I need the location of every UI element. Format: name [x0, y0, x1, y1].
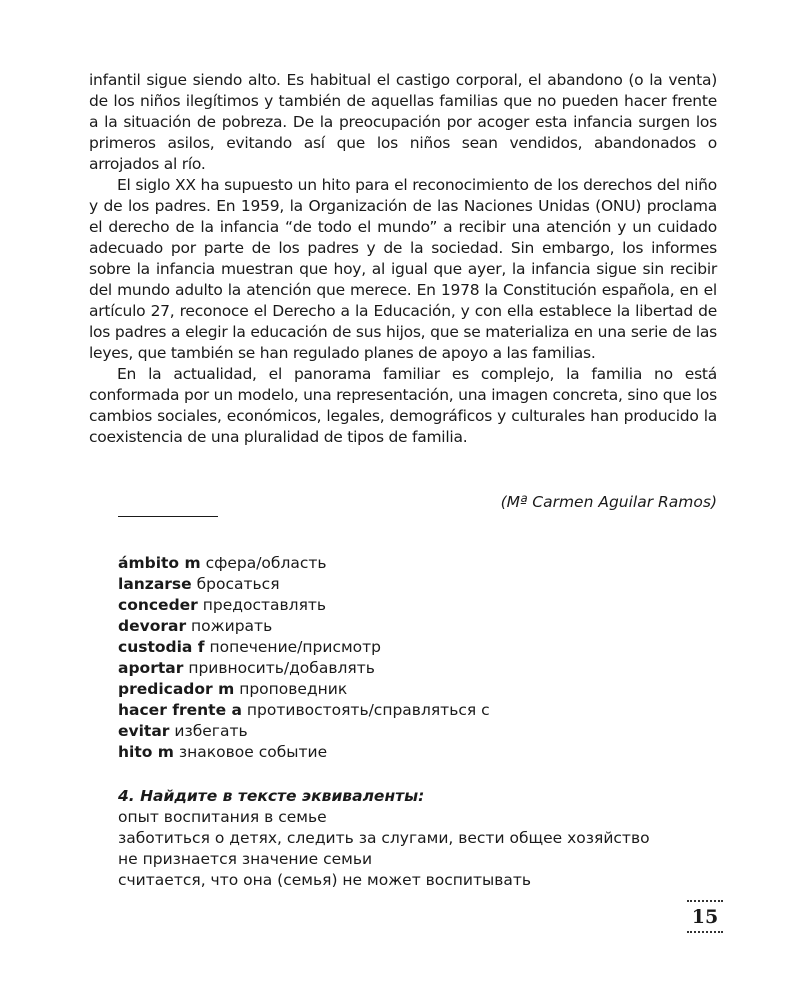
vocabulary-term: devorar	[118, 617, 187, 635]
vocabulary-translation: предоставлять	[202, 596, 327, 614]
vocabulary-translation: пожирать	[191, 617, 273, 635]
vocabulary-term: aportar	[118, 659, 184, 677]
vocabulary-translation: проповедник	[239, 680, 348, 698]
vocabulary-item	[118, 574, 718, 595]
vocabulary-term: hacer frente a	[118, 701, 242, 719]
article-text	[89, 70, 717, 448]
exercise-title: 4. Найдите в тексте эквиваленты:	[118, 787, 425, 805]
vocabulary-item	[118, 679, 718, 700]
vocabulary-translation: противостоять/справляться с	[246, 701, 490, 719]
exercise-item: опыт воспитания в семье	[118, 808, 327, 826]
vocabulary-item	[118, 658, 718, 679]
vocabulary-translation: избегать	[174, 722, 248, 740]
exercise-item: не признается значение семьи	[118, 850, 373, 868]
author-attribution: (Mª Carmen Aguilar Ramos)	[500, 493, 717, 511]
vocabulary-item	[118, 595, 718, 616]
article-paragraph: El siglo XX ha supuesto un hito para el reconocimiento de los derechos del niño y de los padres. En 1959, la Organización de las Naciones Unidas (ONU) proclama el derecho de la infancia “de todo el mundo” a recibir una atención y un cuidado adecuado por parte de los padres y de la sociedad. Sin embargo, los informes sobre la infancia muestran que hoy, al igual que ayer, la infancia sigue sin recibir del mundo adulto la atención que merece. En 1978 la Constitución española, en el artículo 27, reconoce el Derecho a la Educación, y con ella establece la libertad de los padres a elegir la educación de sus hijos, que se materializa en una serie de las leyes, que también se han regulado planes de apoyo a las familias.	[89, 176, 717, 362]
vocabulary-translation: сфера/область	[205, 554, 327, 572]
vocabulary-item	[118, 742, 718, 763]
vocabulary-item	[118, 553, 718, 574]
vocabulary-term: predicador m	[118, 680, 235, 698]
vocabulary-list	[118, 553, 718, 763]
article-paragraph: En la actualidad, el panorama familiar es complejo, la familia no está conformada por un modelo, una representación, una imagen concreta, sino que los cambios sociales, económicos, legales, demográficos y culturales han producido la coexistencia de una pluralidad de tipos de familia.	[89, 365, 717, 446]
vocabulary-translation: знаковое событие	[178, 743, 328, 761]
vocabulary-term: lanzarse	[118, 575, 192, 593]
vocabulary-item	[118, 721, 718, 742]
vocabulary-item	[118, 700, 718, 721]
vocabulary-item	[118, 616, 718, 637]
vocabulary-item	[118, 637, 718, 658]
separator-rule	[118, 516, 218, 517]
vocabulary-term: ámbito m	[118, 554, 201, 572]
vocabulary-term: conceder	[118, 596, 198, 614]
exercise-item: считается, что она (семья) не может воспитывать	[118, 871, 532, 889]
vocabulary-term: hito m	[118, 743, 174, 761]
exercise-section	[118, 786, 738, 891]
vocabulary-term: evitar	[118, 722, 170, 740]
vocabulary-translation: бросаться	[196, 575, 280, 593]
exercise-item: заботиться о детях, следить за слугами, вести общее хозяйство	[118, 829, 650, 847]
page-number: 15	[687, 900, 723, 933]
vocabulary-term: custodia f	[118, 638, 205, 656]
vocabulary-translation: привносить/добавлять	[188, 659, 375, 677]
article-paragraph: infantil sigue siendo alto. Es habitual el castigo corporal, el abandono (o la venta) de los niños ilegítimos y también de aquellas familias que no pueden hacer frente a la situación de pobreza. De la preocupación por acoger esta infancia surgen los primeros asilos, evitando así que los niños sean vendidos, abandonados o arrojados al río.	[89, 71, 717, 173]
vocabulary-translation: попечение/присмотр	[209, 638, 382, 656]
